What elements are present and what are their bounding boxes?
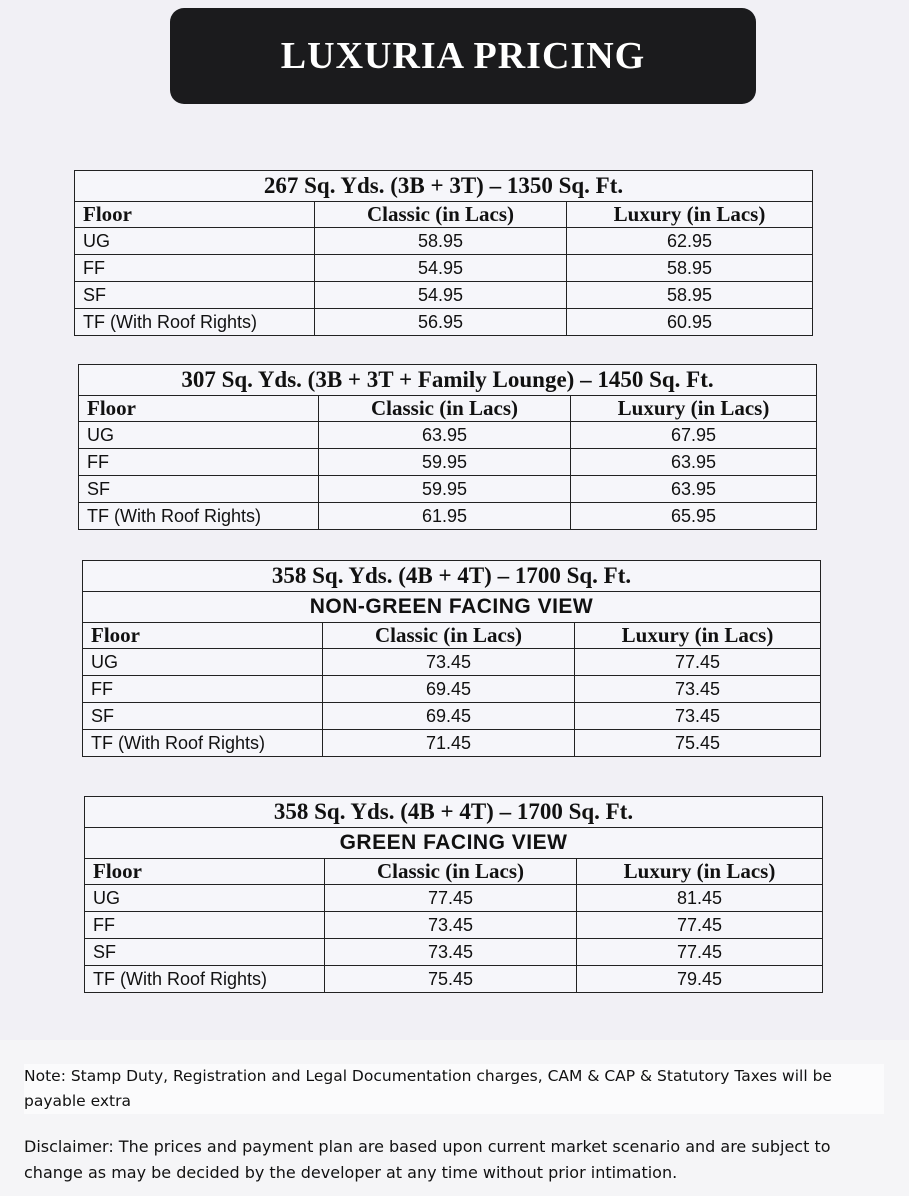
luxury-price-cell: 58.95 <box>567 282 813 309</box>
luxury-price-cell: 65.95 <box>571 503 817 530</box>
floor-cell: SF <box>83 703 323 730</box>
floor-cell: TF (With Roof Rights) <box>83 730 323 757</box>
luxury-price-cell: 67.95 <box>571 422 817 449</box>
luxury-price-cell: 77.45 <box>577 912 823 939</box>
classic-price-cell: 59.95 <box>319 476 571 503</box>
classic-price-cell: 54.95 <box>315 255 567 282</box>
table-row <box>79 422 817 449</box>
classic-price-cell: 73.45 <box>325 939 577 966</box>
floor-cell: SF <box>85 939 325 966</box>
table-heading: 358 Sq. Yds. (4B + 4T) – 1700 Sq. Ft. <box>83 561 821 592</box>
column-header-floor: Floor <box>79 396 319 422</box>
classic-price-cell: 63.95 <box>319 422 571 449</box>
disclaimer-text: Disclaimer: The prices and payment plan are based upon current market scenario and are subject to change as may be decided by the developer at any time without prior intimation. <box>24 1137 831 1182</box>
classic-price-cell: 77.45 <box>325 885 577 912</box>
classic-price-cell: 69.45 <box>323 703 575 730</box>
classic-price-cell: 56.95 <box>315 309 567 336</box>
table-row <box>83 649 821 676</box>
table-row <box>85 939 823 966</box>
luxury-price-cell: 62.95 <box>567 228 813 255</box>
luxury-price-cell: 79.45 <box>577 966 823 993</box>
classic-price-cell: 75.45 <box>325 966 577 993</box>
floor-cell: FF <box>79 449 319 476</box>
floor-cell: TF (With Roof Rights) <box>85 966 325 993</box>
column-header-floor: Floor <box>83 623 323 649</box>
price-table-267 <box>74 170 813 336</box>
luxury-price-cell: 60.95 <box>567 309 813 336</box>
view-subheading: NON-GREEN FACING VIEW <box>83 592 821 623</box>
floor-cell: UG <box>75 228 315 255</box>
table-row <box>75 228 813 255</box>
price-table-358-green <box>84 796 823 993</box>
table-row <box>83 676 821 703</box>
price-table-307 <box>78 364 817 530</box>
column-header-classic: Classic (in Lacs) <box>325 859 577 885</box>
title-banner <box>170 8 756 104</box>
floor-cell: UG <box>85 885 325 912</box>
column-header-floor: Floor <box>85 859 325 885</box>
floor-cell: FF <box>83 676 323 703</box>
floor-cell: SF <box>79 476 319 503</box>
column-header-classic: Classic (in Lacs) <box>323 623 575 649</box>
classic-price-cell: 69.45 <box>323 676 575 703</box>
classic-price-cell: 59.95 <box>319 449 571 476</box>
floor-cell: UG <box>83 649 323 676</box>
luxury-price-cell: 73.45 <box>575 676 821 703</box>
luxury-price-cell: 77.45 <box>577 939 823 966</box>
table-row <box>79 449 817 476</box>
luxury-price-cell: 77.45 <box>575 649 821 676</box>
column-header-luxury: Luxury (in Lacs) <box>571 396 817 422</box>
floor-cell: FF <box>75 255 315 282</box>
luxury-price-cell: 63.95 <box>571 449 817 476</box>
table-heading: 358 Sq. Yds. (4B + 4T) – 1700 Sq. Ft. <box>85 797 823 828</box>
floor-cell: FF <box>85 912 325 939</box>
table-row <box>75 282 813 309</box>
floor-cell: TF (With Roof Rights) <box>75 309 315 336</box>
table-heading: 307 Sq. Yds. (3B + 3T + Family Lounge) – 1450 Sq. Ft. <box>79 365 817 396</box>
column-header-luxury: Luxury (in Lacs) <box>575 623 821 649</box>
table-heading: 267 Sq. Yds. (3B + 3T) – 1350 Sq. Ft. <box>75 171 813 202</box>
column-header-luxury: Luxury (in Lacs) <box>567 202 813 228</box>
table-row <box>79 476 817 503</box>
classic-price-cell: 61.95 <box>319 503 571 530</box>
floor-cell: TF (With Roof Rights) <box>79 503 319 530</box>
classic-price-cell: 73.45 <box>325 912 577 939</box>
table-row <box>79 503 817 530</box>
luxury-price-cell: 73.45 <box>575 703 821 730</box>
floor-cell: UG <box>79 422 319 449</box>
luxury-price-cell: 75.45 <box>575 730 821 757</box>
column-header-classic: Classic (in Lacs) <box>315 202 567 228</box>
luxury-price-cell: 81.45 <box>577 885 823 912</box>
view-subheading: GREEN FACING VIEW <box>85 828 823 859</box>
price-table-358-non-green <box>82 560 821 757</box>
column-header-luxury: Luxury (in Lacs) <box>577 859 823 885</box>
table-row <box>85 912 823 939</box>
column-header-floor: Floor <box>75 202 315 228</box>
luxury-price-cell: 63.95 <box>571 476 817 503</box>
table-row <box>85 885 823 912</box>
luxury-price-cell: 58.95 <box>567 255 813 282</box>
table-row <box>83 730 821 757</box>
classic-price-cell: 73.45 <box>323 649 575 676</box>
table-row <box>75 309 813 336</box>
page-title: LUXURIA PRICING <box>280 35 646 77</box>
classic-price-cell: 54.95 <box>315 282 567 309</box>
table-row <box>85 966 823 993</box>
classic-price-cell: 71.45 <box>323 730 575 757</box>
note-text: Note: Stamp Duty, Registration and Legal Documentation charges, CAM & CAP & Statutory Taxes will be payable extra <box>24 1064 884 1114</box>
table-row <box>75 255 813 282</box>
column-header-classic: Classic (in Lacs) <box>319 396 571 422</box>
table-row <box>83 703 821 730</box>
floor-cell: SF <box>75 282 315 309</box>
classic-price-cell: 58.95 <box>315 228 567 255</box>
